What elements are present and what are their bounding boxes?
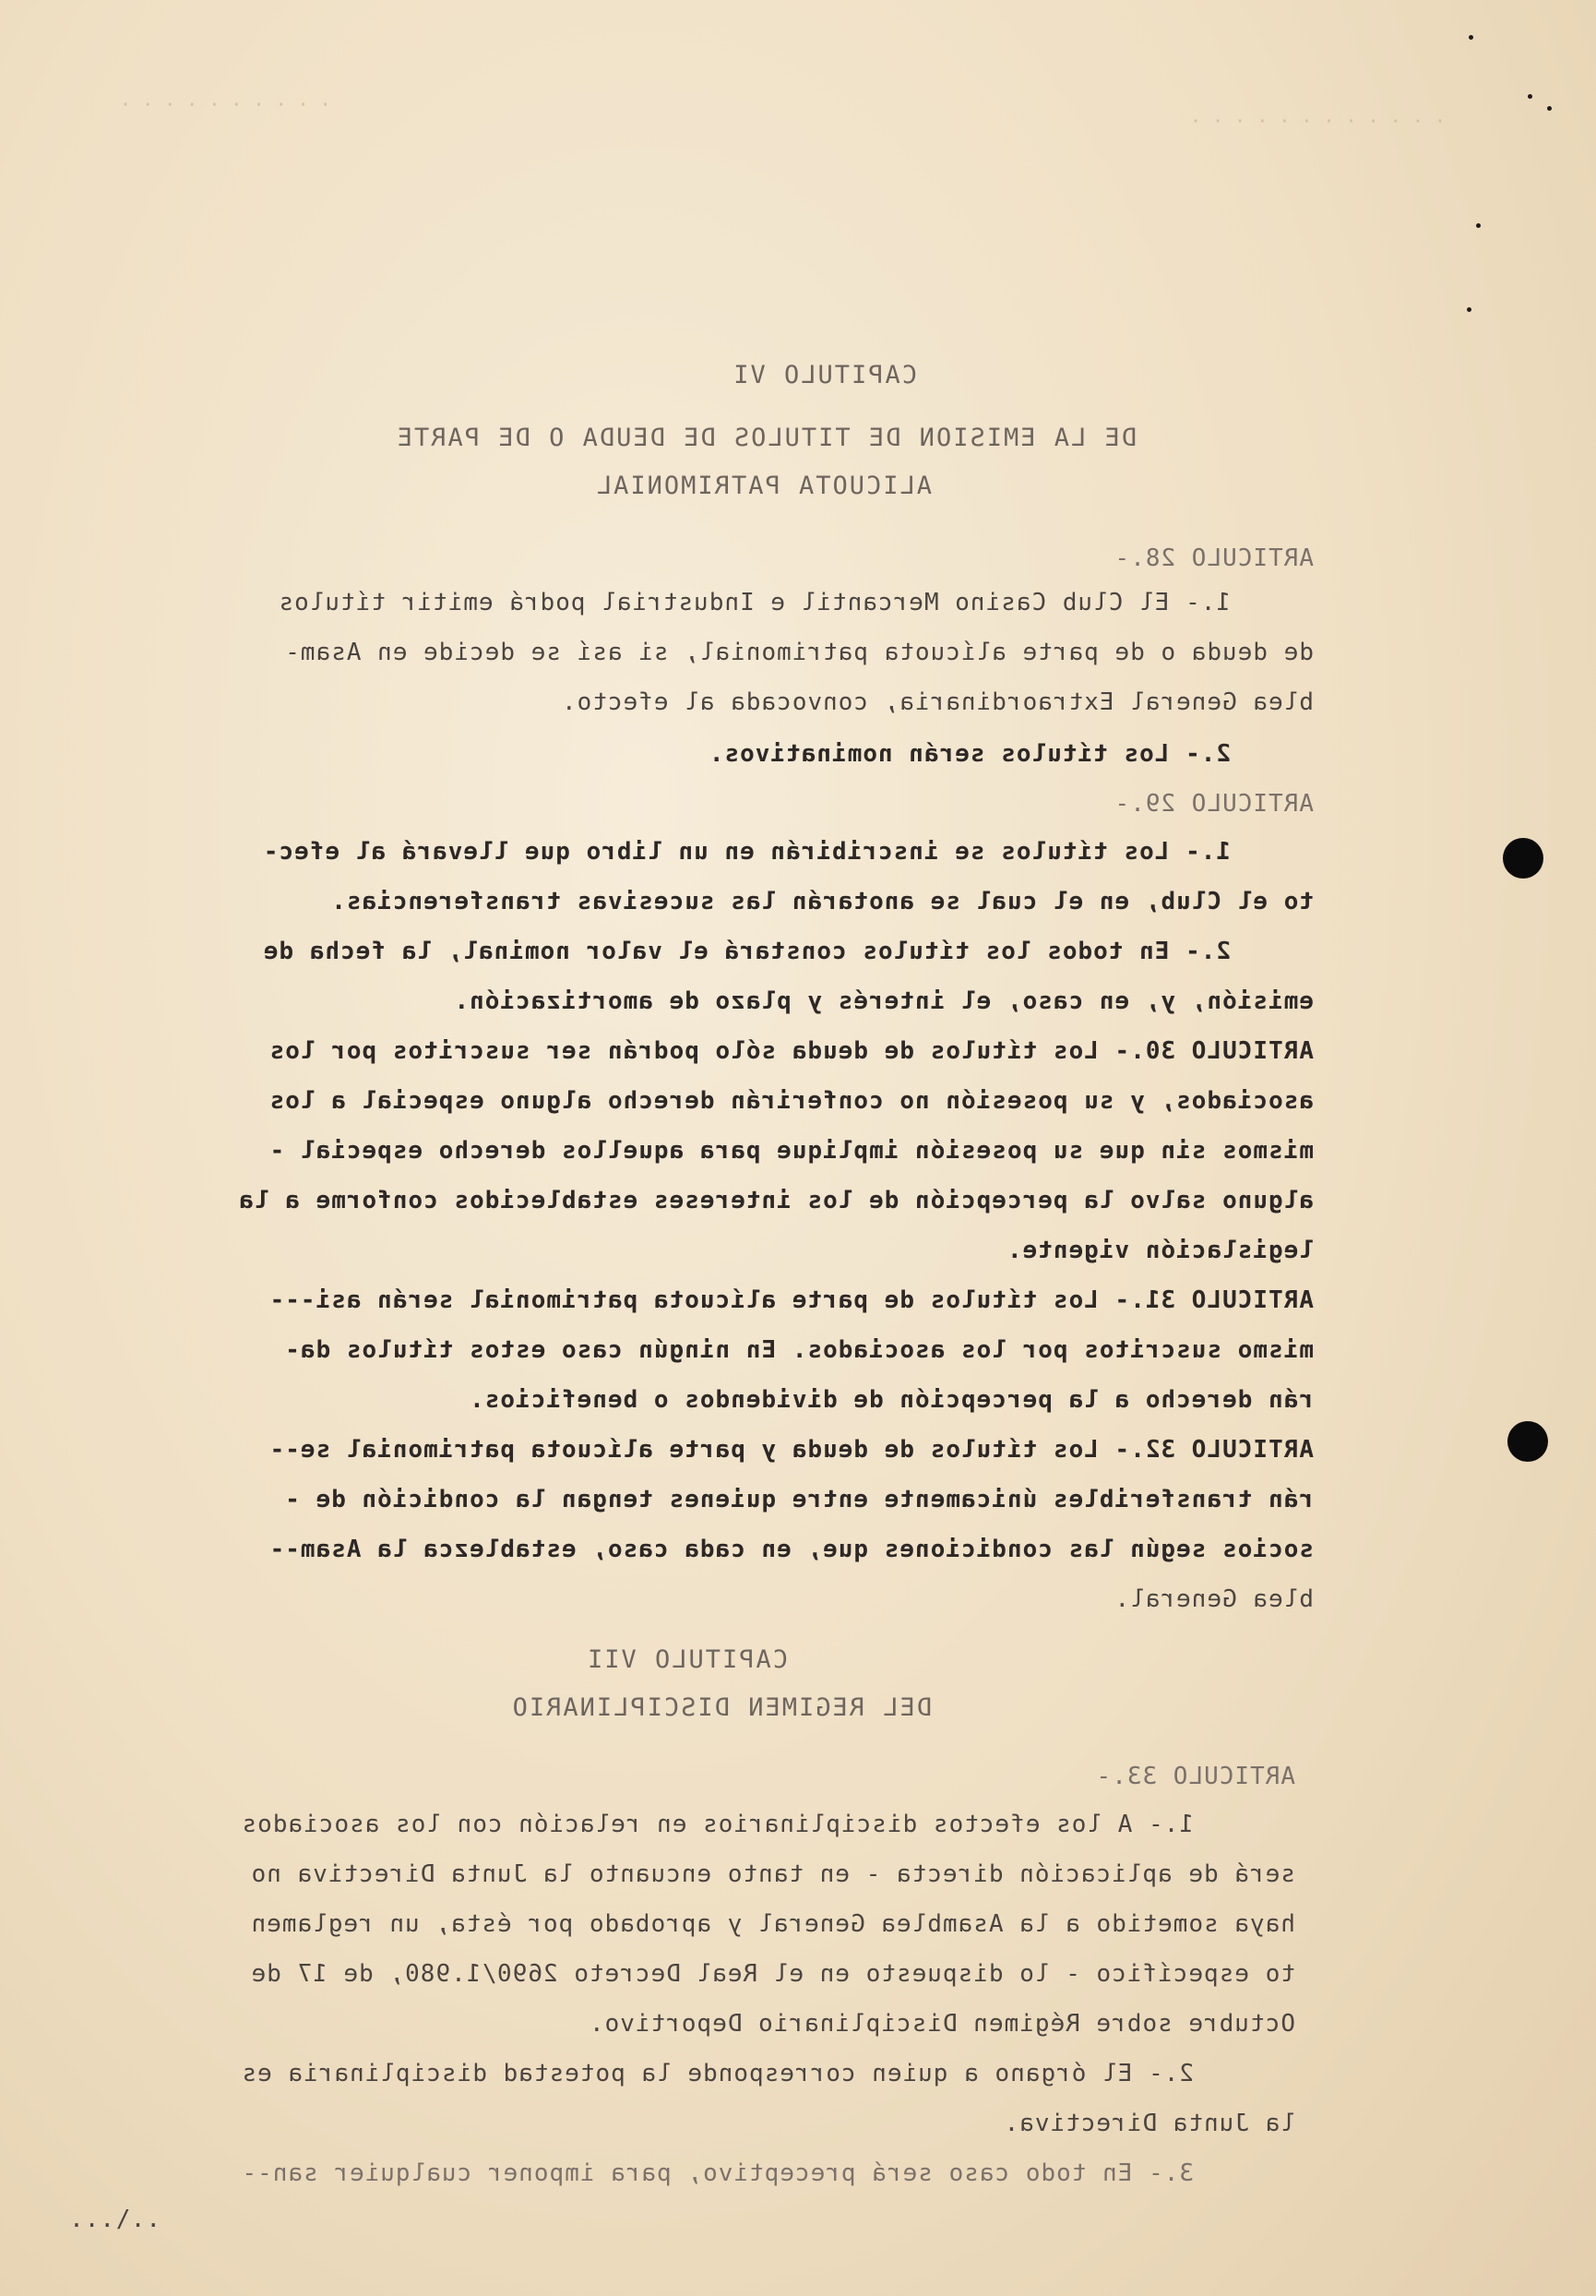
article-33-line: 3.- En todo caso será preceptivo, para imponer cualquier san-- (241, 2159, 1194, 2187)
article-30-line: mismos sin que su posesión implique para aquellos derecho especial - (268, 1137, 1314, 1165)
article-29-line: emisión, y, en caso, el interés y plazo de amortización. (453, 987, 1314, 1015)
article-28-line: de deuda o de parte alícuota patrimonial, si así se decide en Asam- (284, 639, 1314, 666)
chapter-6-subtitle-2: ALICUOTA PATRIMONIAL (594, 472, 932, 500)
article-33-line: Octubre sobre Régimen Disciplinario Deportivo. (588, 2010, 1295, 2038)
article-33-line: la Junta Directiva. (1003, 2110, 1295, 2137)
article-33-line: 1.- A los efectos disciplinarios en relación con los asociados (241, 1811, 1194, 1838)
article-33-line: 2.- El órgano a quien corresponde la potestad disciplinaria es (241, 2060, 1194, 2087)
chapter-7-subtitle: DEL REGIMEN DISCIPLINARIO (510, 1693, 932, 1722)
article-30-line: alguno salvo la percepción de los intereses establecidos conforme a la (238, 1187, 1314, 1214)
article-29-line: to el Club, en el cual se anotarán las sucesivas transferencias. (330, 888, 1314, 915)
article-33-line: será de aplicación directa - en tanto encuanto la Junta Directiva no (250, 1860, 1295, 1888)
article-28-line: blea General Extraordinaria, convocada al efecto. (560, 688, 1314, 716)
article-32-line: rán transferibles únicamente entre quienes tengan la condición de - (284, 1486, 1314, 1513)
bleed-through-mark: · · · · · · · · · · (120, 93, 331, 115)
article-31-line: ARTICULO 31.- Los títulos de parte alícuota patrimonial serán asi--- (268, 1286, 1314, 1314)
article-30-line: asociados, y su posesión no conferirán derecho alguno especial a los (268, 1087, 1314, 1115)
article-32-line: blea General. (1114, 1585, 1314, 1613)
article-31-line: rán derecho a la percepción de dividendos o beneficios. (469, 1386, 1314, 1414)
chapter-6-title: CAPITULO VI (732, 361, 917, 389)
article-28-heading: ARTICULO 28.- (1114, 544, 1314, 572)
article-28-line: 2.- Los títulos serán nominativos. (708, 740, 1231, 768)
article-29-line: 1.- Los títulos se inscribirán en un libro que llevará al efec- (262, 838, 1231, 866)
article-30-line: legislación vigente. (1006, 1237, 1314, 1264)
article-32-line: ARTICULO 32.- Los títulos de deuda y parte alícuota patrimonial se-- (268, 1436, 1314, 1464)
article-28-line: 1.- El Club Casino Mercantil e Industrial podrá emitir títulos (278, 589, 1231, 616)
article-29-line: 2.- En todos los títulos constará el valor nominal, la fecha de (262, 938, 1231, 965)
chapter-7-title: CAPITULO VII (585, 1645, 788, 1674)
article-30-line: ARTICULO 30.- Los títulos de deuda sólo podrán ser suscritos por los (268, 1037, 1314, 1065)
article-33-line: to específico - lo dispuesto en el Real Decreto 2690/1.980, de 17 de (250, 1960, 1295, 1988)
article-32-line: socios según las condiciones que, en cada caso, establezca la Asam-- (268, 1536, 1314, 1563)
article-31-line: mismo suscritos por los asociados. En ningún caso estos títulos da- (284, 1336, 1314, 1364)
chapter-6-subtitle: DE LA EMISION DE TITULOS DE DEUDA O DE PARTE (395, 424, 1137, 452)
article-29-heading: ARTICULO 29.- (1114, 790, 1314, 818)
article-33-heading: ARTICULO 33.- (1095, 1763, 1295, 1790)
article-33-line: haya sometido a la Asamblea General y aprobado por ésta, un reglamen (250, 1910, 1295, 1938)
bleed-through-mark: · · · · · · · · · · · · (1190, 110, 1446, 132)
page-continuation-marker: ..\... (68, 2206, 161, 2233)
